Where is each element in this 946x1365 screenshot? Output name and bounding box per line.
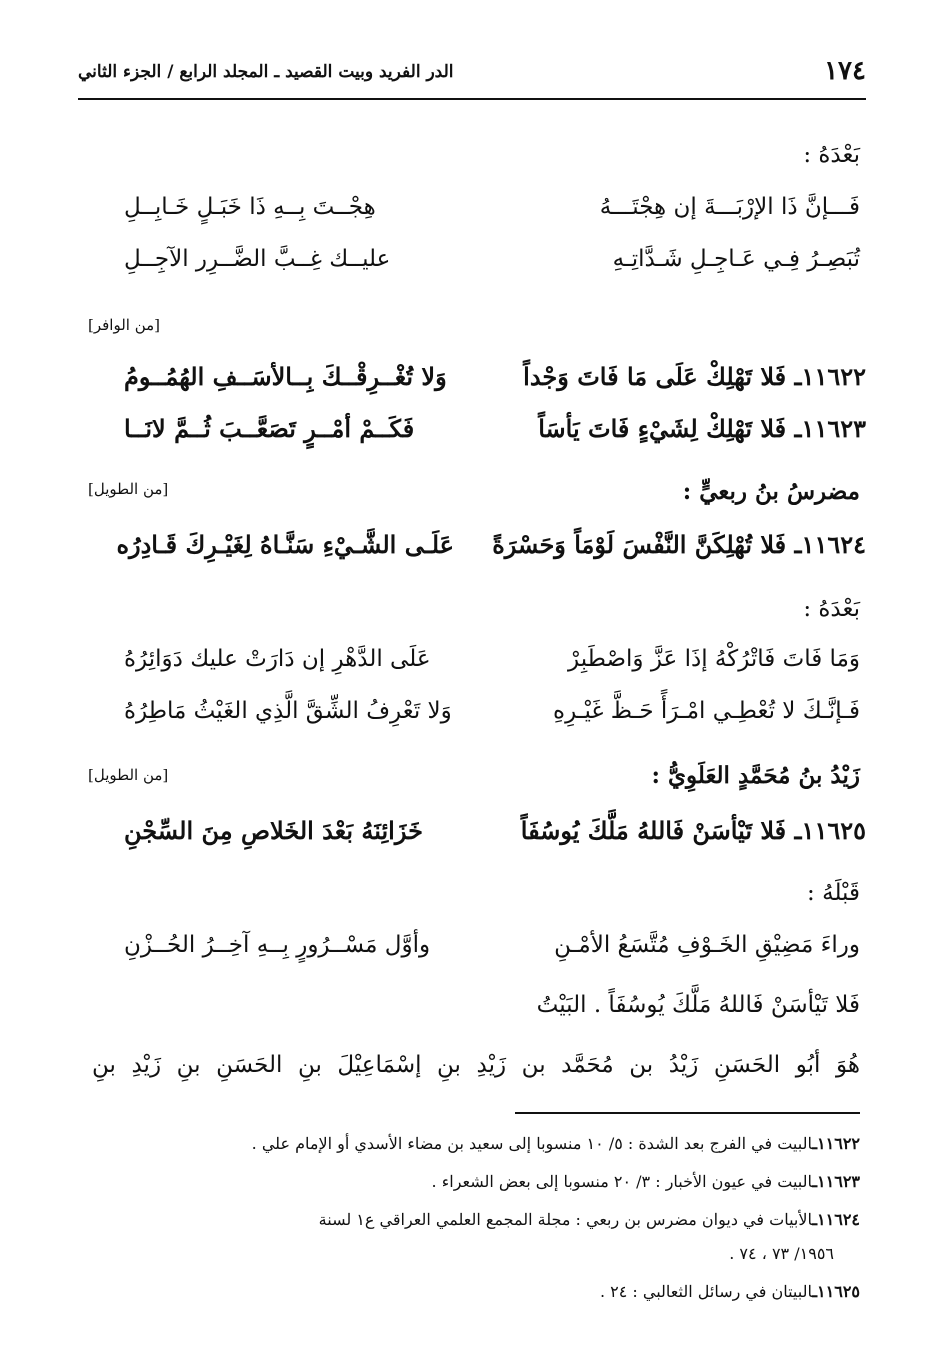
verse-right-hemistich: تُبَصِـرُ فِـي عَـاجِـلِ شَـدَّاتِـهِ — [612, 246, 860, 272]
verse-11622-left: وَلا تُغْــرِقْــكَ بِــالأسَــفِ الهُمُــومُ — [124, 362, 447, 391]
footnote — [92, 1134, 860, 1153]
verse-left-hemistich: هِجْــتَ بِــهِ ذَا خَبَـلٍ خَـابِــلِ — [124, 194, 376, 220]
meter-label: [من الطويل] — [88, 766, 169, 784]
footnote-text: البيتان في رسائل الثعالبي : ٢٤ . — [599, 1282, 813, 1301]
footnote — [92, 1282, 860, 1301]
verse-11623-left: فَكَــمْ أمْــرٍ تَصَعَّــبَ ثُــمَّ لانَــا — [124, 414, 415, 443]
poet-name: زَيْدُ بنُ مُحَمَّدٍ العَلَوِيُّ : — [651, 762, 860, 789]
poet-name: مضرسُ بنُ ربعيٍّ : — [682, 478, 860, 505]
verse-reference-line: فَلا تَيْأسَنْ فَاللهُ مَلَّكَ يُوسُفَاً . البَيْتُ — [536, 992, 860, 1018]
verse-11625-left: خَزَائِنَهُ بَعْدَ الخَلاصِ مِنَ السِّجْنِ — [124, 816, 423, 845]
verse-11622-right: ١١٦٢٢ـ فَلا تَهْلِكْ عَلَى مَا فَاتَ وَجْداً — [523, 362, 866, 391]
meter-label: [من الوافر] — [88, 316, 161, 334]
meter-label: [من الطويل] — [88, 480, 169, 498]
footnote-text: البيت في عيون الأخبار : ٣/ ٢٠ منسوبا إلى بعض الشعراء . — [431, 1172, 813, 1191]
verse-11623-right: ١١٦٢٣ـ فَلا تَهْلِكْ لِشَيْءٍ فَاتَ يَأسَاً — [538, 414, 866, 443]
footnote-text: الأبيات في ديوان مضرس بن ربعي : مجلة المجمع العلمي العراقي ع١ لسنة — [318, 1210, 813, 1229]
footnote-continuation: ١٩٥٦/ ٧٣ ، ٧٤ . — [729, 1244, 834, 1263]
verse-11624-left: عَلَـى الشَّـيْءِ سَنَّـاهُ لِغَيْـرِكَ قَـادِرُه — [116, 530, 454, 559]
footnote-number: ١١٦٢٣ـ — [812, 1172, 860, 1191]
verse-left-hemistich: عَلَى الدَّهْرِ إن دَارَتْ عليك دَوَائِرُهُ — [124, 646, 431, 672]
verse-right-hemistich: وَمَا فَاتَ فَاتْرُكْهُ إذَا عَزَّ وَاصْطَبِرْ — [568, 646, 860, 672]
footnote-rule — [515, 1112, 860, 1114]
after-label: بَعْدَهُ : — [803, 142, 860, 168]
verse-11624-right: ١١٦٢٤ـ فَلا تُهْلِكَنَّ النَّفْسَ لَوْمَاً وَحَسْرَةً — [492, 530, 866, 559]
running-header — [78, 56, 866, 96]
page-number: ١٧٤ — [824, 56, 866, 86]
header-rule — [78, 98, 866, 100]
verse-left-hemistich: وأوَّل مَسْــرُورٍ بِــهِ آخِــرُ الحُــزْنِ — [124, 932, 431, 958]
verse-11625-right: ١١٦٢٥ـ فَلا تَيْأسَنْ فَاللهُ مَلَّكَ يُوسُفَاً — [520, 816, 866, 845]
footnote — [92, 1210, 860, 1229]
after-label: بَعْدَهُ : — [803, 596, 860, 622]
prose-paragraph: هُوَ أبُو الحَسَنِ زَيْدُ بن مُحَمَّد بن زَيْدِ بنِ إسْمَاعِيْلَ بنِ الحَسَنِ بنِ زَيْدِ بنِ — [92, 1052, 860, 1078]
footnote-text: البيت في الفرج بعد الشدة : ٥/ ١٠ منسوبا إلى سعيد بن مضاء الأسدي أو الإمام علي . — [251, 1134, 813, 1153]
footnote — [92, 1172, 860, 1191]
verse-left-hemistich: وَلا تَعْرِفُ الشِّقَّ الَّذِي الغَيْثُ مَاطِرُهُ — [124, 698, 452, 724]
verse-right-hemistich: وراءَ مَضِيْقِ الخَـوْفِ مُتَّسَعُ الأمْـنِ — [554, 932, 860, 958]
verse-right-hemistich: فَـــإنَّ ذَا الإرْبَـــةَ إن هِجْتَـــهُ — [599, 194, 860, 220]
footnote-number: ١١٦٢٥ـ — [812, 1282, 860, 1301]
verse-right-hemistich: فَـإنَّـكَ لا تُعْطِـي امْـرَأً حَـظَّ غَيْـرِهِ — [553, 698, 860, 724]
before-label: قَبْلَهُ : — [807, 880, 860, 906]
footnote-number: ١١٦٢٢ـ — [812, 1134, 860, 1153]
running-title: الدر الفريد وبيت القصيد ـ المجلد الرابع / الجزء الثاني — [78, 62, 454, 82]
verse-left-hemistich: عليــك غِــبَّ الضَّــرِر الآجِــلِ — [124, 246, 391, 272]
footnote-number: ١١٦٢٤ـ — [812, 1210, 860, 1229]
